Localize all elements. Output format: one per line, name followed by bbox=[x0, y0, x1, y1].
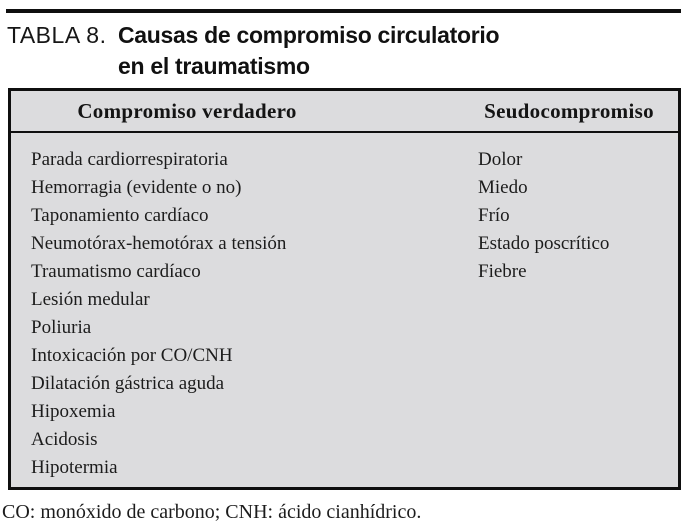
list-item: Taponamiento cardíaco bbox=[31, 205, 209, 226]
list-item: Lesión medular bbox=[31, 289, 150, 310]
list-item: Hemorragia (evidente o no) bbox=[31, 177, 242, 198]
table-title-line-2: en el traumatismo bbox=[118, 53, 310, 79]
list-item: Neumotórax-hemotórax a tensión bbox=[31, 233, 287, 254]
list-item: Poliuria bbox=[31, 317, 92, 338]
header-cell-pseudo-compromise: Seudocompromiso bbox=[484, 98, 654, 123]
abbreviations-footnote: CO: monóxido de carbono; CNH: ácido cianhídrico. bbox=[2, 501, 422, 523]
top-rule-divider bbox=[6, 9, 681, 13]
list-item: Fiebre bbox=[478, 261, 527, 282]
table-title bbox=[118, 20, 499, 82]
list-item: Acidosis bbox=[31, 429, 98, 450]
table-number-label: TABLA 8. bbox=[7, 22, 107, 48]
table-header-row bbox=[11, 91, 678, 133]
table-body bbox=[11, 133, 678, 482]
list-item: Parada cardiorrespiratoria bbox=[31, 149, 228, 170]
list-item: Frío bbox=[478, 205, 510, 226]
column-pseudo-compromise bbox=[478, 146, 678, 482]
list-item: Intoxicación por CO/CNH bbox=[31, 345, 233, 366]
table-caption bbox=[7, 20, 499, 82]
list-item: Hipoxemia bbox=[31, 401, 116, 422]
data-table bbox=[8, 88, 681, 490]
list-item: Hipotermia bbox=[31, 457, 118, 478]
list-item: Traumatismo cardíaco bbox=[31, 261, 201, 282]
header-cell-true-compromise: Compromiso verdadero bbox=[77, 98, 297, 123]
list-item: Estado poscrítico bbox=[478, 233, 610, 254]
table-title-line-1: Causas de compromiso circulatorio bbox=[118, 22, 500, 48]
list-item: Miedo bbox=[478, 177, 528, 198]
list-item: Dolor bbox=[478, 149, 523, 170]
column-true-compromise bbox=[11, 146, 478, 482]
list-item: Dilatación gástrica aguda bbox=[31, 373, 225, 394]
